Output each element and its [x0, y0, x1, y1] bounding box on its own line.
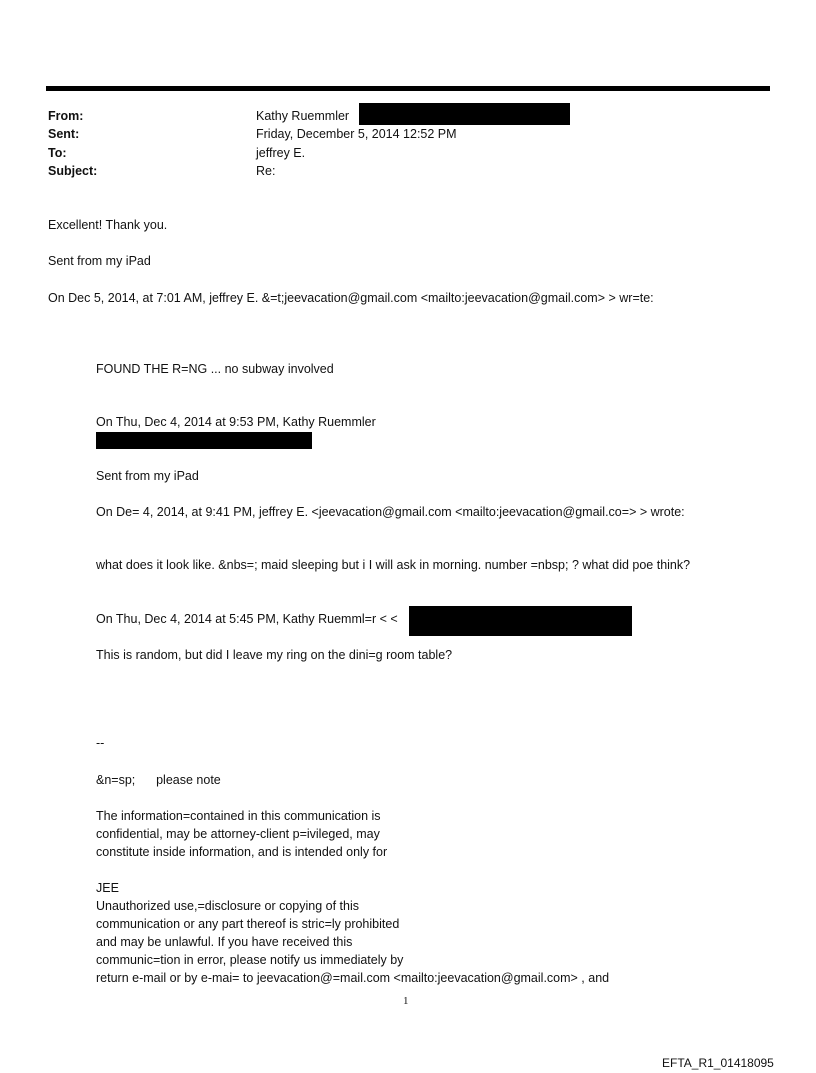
redaction-bar: [359, 103, 570, 125]
header-rule: [46, 86, 770, 91]
quoted-line: FOUND THE R=NG ... no subway involved: [96, 362, 334, 376]
body-line: Sent from my iPad: [48, 254, 151, 268]
signature-note: &n=sp; please note: [96, 773, 221, 787]
disclaimer-line: and may be unlawful. If you have received this: [96, 935, 353, 949]
from-label: From:: [48, 109, 84, 123]
disclaimer-line: The information=contained in this communication is: [96, 809, 381, 823]
body-line: Excellent! Thank you.: [48, 218, 168, 232]
document-id: EFTA_R1_01418095: [662, 1056, 774, 1070]
redaction-bar: [96, 432, 312, 449]
quoted-line: what does it look like. &nbs=; maid sleeping but i I will ask in morning. number =nbsp; ? what did poe think?: [96, 558, 691, 572]
subject-label: Subject:: [48, 164, 98, 178]
from-value: Kathy Ruemmler: [256, 109, 350, 123]
to-label: To:: [48, 146, 67, 160]
quoted-line: Sent from my iPad: [96, 469, 199, 483]
sent-value: Friday, December 5, 2014 12:52 PM: [256, 127, 457, 141]
body-line: On Dec 5, 2014, at 7:01 AM, jeffrey E. &=t;jeevacation@gmail.com <mailto:jeevacation@gmail.com> > wr=te:: [48, 291, 654, 305]
disclaimer-line: communication or any part thereof is stric=ly prohibited: [96, 917, 400, 931]
subject-value: Re:: [256, 164, 276, 178]
quoted-line: This is random, but did I leave my ring on the dini=g room table?: [96, 648, 453, 662]
signature-dash: --: [96, 736, 105, 750]
disclaimer-line: return e-mail or by e-mai= to jeevacation@=mail.com <mailto:jeevacation@gmail.com> , and: [96, 971, 610, 985]
to-value: jeffrey E.: [256, 146, 306, 160]
quoted-line: On De= 4, 2014, at 9:41 PM, jeffrey E. <jeevacation@gmail.com <mailto:jeevacation@gmail.co=> > wrote:: [96, 505, 685, 519]
disclaimer-line: Unauthorized use,=disclosure or copying of this: [96, 899, 359, 913]
disclaimer-line: constitute inside information, and is intended only for: [96, 845, 388, 859]
disclaimer-line: communic=tion in error, please notify us immediately by: [96, 953, 404, 967]
redaction-bar: [409, 606, 632, 636]
disclaimer-line: JEE: [96, 881, 119, 895]
sent-label: Sent:: [48, 127, 80, 141]
quoted-line: On Thu, Dec 4, 2014 at 9:53 PM, Kathy Ruemmler: [96, 415, 376, 429]
page-number: 1: [403, 995, 409, 1007]
disclaimer-line: confidential, may be attorney-client p=ivileged, may: [96, 827, 380, 841]
quoted-line: On Thu, Dec 4, 2014 at 5:45 PM, Kathy Ruemml=r < <: [96, 612, 398, 626]
